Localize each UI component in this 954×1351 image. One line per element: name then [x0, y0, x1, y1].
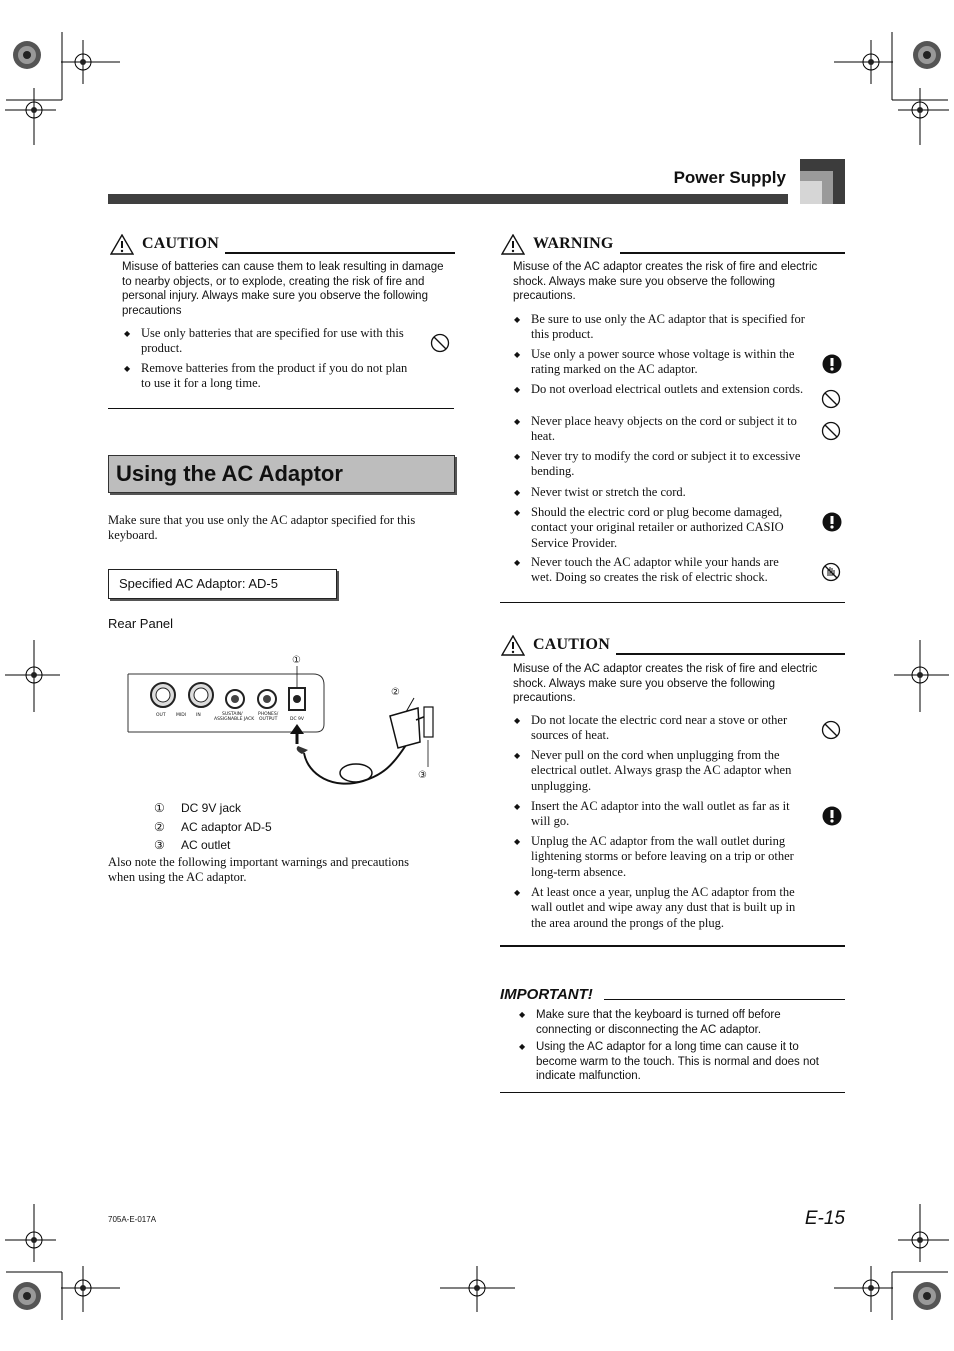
- body-paragraph: Also note the following important warnings and precautions when using the AC adaptor.: [108, 855, 409, 885]
- warning-label: WARNING: [533, 235, 614, 252]
- diagram-legend: [154, 799, 272, 855]
- rear-panel-diagram: [118, 650, 448, 800]
- legend-item: ② AC adaptor AD-5: [154, 819, 272, 834]
- prohibited-icon: [430, 333, 450, 353]
- midi-in-port-icon: [189, 683, 213, 707]
- svg-text:②: ②: [391, 687, 400, 698]
- svg-text:①: ①: [292, 655, 301, 666]
- divider: [500, 602, 845, 603]
- warning-triangle-icon: [501, 635, 525, 656]
- caution-label: CAUTION: [142, 235, 219, 252]
- prohibited-icon: [821, 720, 841, 740]
- list-item: ◆ Insert the AC adaptor into the wall outlet as far as it will go.: [514, 799, 790, 829]
- svg-text:OUTPUT: OUTPUT: [259, 717, 278, 722]
- section-title-box: [108, 455, 455, 493]
- list-item: ◆ Never place heavy objects on the cord or subject it to heat.: [514, 414, 797, 444]
- dc-jack-icon: [289, 688, 305, 710]
- prohibited-icon: [821, 421, 841, 441]
- svg-text:IN: IN: [196, 713, 201, 718]
- legend-item: ③ AC outlet: [154, 838, 231, 852]
- warning-triangle-icon: [501, 234, 525, 255]
- no-wet-hands-icon: [821, 562, 841, 582]
- list-item: ◆ Make sure that the keyboard is turned off before connecting or disconnecting the AC adaptor.: [519, 1009, 781, 1036]
- mandatory-action-icon: [822, 512, 842, 532]
- list-item: ◆ At least once a year, unplug the AC adaptor from the wall outlet and wipe away any dust that is built up in the area around the prongs of the plug.: [514, 885, 796, 930]
- page-section-title: Power Supply: [673, 168, 786, 187]
- mandatory-action-icon: [822, 806, 842, 826]
- section-title: Using the AC Adaptor: [116, 461, 343, 486]
- left-caution-intro: Misuse of batteries can cause them to leak resulting in damage to nearby objects, or to explode, creating the risk of fire and personal injury. Always make sure you observe the following precautions: [122, 261, 444, 317]
- header-tab-block: [800, 159, 845, 204]
- prohibited-icon: [821, 389, 841, 409]
- body-paragraph: Make sure that you use only the AC adaptor specified for this keyboard.: [108, 513, 416, 543]
- list-item: ◆ Using the AC adaptor for a long time can cause it to become warm to the touch. This is normal and does not indicate malfunction.: [519, 1041, 819, 1083]
- list-item: ◆ Use only batteries that are specified for use with this product.: [124, 326, 404, 356]
- svg-text:DC 9V: DC 9V: [290, 717, 304, 722]
- important-label: IMPORTANT!: [500, 986, 593, 1003]
- caution-label: CAUTION: [533, 636, 610, 653]
- svg-text:SUSTAIN/: SUSTAIN/: [222, 712, 243, 717]
- list-item: ◆ Do not locate the electric cord near a stove or other sources of heat.: [514, 713, 788, 743]
- phones-jack-icon: [258, 690, 276, 708]
- svg-text:OUT: OUT: [156, 713, 166, 718]
- svg-text:③: ③: [418, 770, 427, 781]
- svg-text:MIDI: MIDI: [176, 713, 187, 718]
- right-caution-heading: [501, 635, 845, 655]
- list-item: ◆ Should the electric cord or plug become damaged, contact your original retailer or authorized CASIO Service Provider.: [514, 505, 784, 550]
- warning-heading: [501, 234, 845, 254]
- divider: [500, 1092, 845, 1093]
- list-item: ◆ Never pull on the cord when unplugging from the electrical outlet. Always grasp the AC adaptor when unplugging.: [514, 748, 792, 793]
- list-item: ◆ Unplug the AC adaptor from the wall outlet during lightening storms or before leaving on a trip or other long-term absence.: [514, 834, 794, 879]
- midi-out-port-icon: [151, 683, 175, 707]
- svg-text:PHONES/: PHONES/: [258, 712, 279, 717]
- list-item: ◆ Remove batteries from the product if you do not plan to use it for a long time.: [124, 361, 408, 391]
- list-item: ◆ Never touch the AC adaptor while your hands are wet. Doing so creates the risk of electric shock.: [514, 555, 779, 585]
- list-item: ◆ Do not overload electrical outlets and extension cords.: [514, 382, 804, 396]
- rear-panel-label: Rear Panel: [108, 616, 174, 631]
- list-item: ◆ Use only a power source whose voltage is within the rating marked on the AC adaptor.: [514, 347, 795, 377]
- list-item: ◆ Be sure to use only the AC adaptor that is specified for this product.: [514, 312, 805, 342]
- document-code: 705A-E-017A: [108, 1215, 157, 1224]
- right-caution-intro: Misuse of the AC adaptor creates the risk of fire and electric shock. Always make sure you observe the following precautions.: [513, 663, 818, 705]
- header-bar: [108, 194, 788, 204]
- mandatory-action-icon: [822, 354, 842, 374]
- list-item: ◆ Never twist or stretch the cord.: [514, 485, 686, 499]
- legend-item: ① DC 9V jack: [154, 801, 242, 815]
- page-number: E-15: [804, 1208, 845, 1229]
- sustain-jack-icon: [226, 690, 244, 708]
- divider: [108, 408, 454, 409]
- important-rule: [604, 999, 845, 1000]
- warning-intro: Misuse of the AC adaptor creates the risk of fire and electric shock. Always make sure you observe the following precautions.: [513, 261, 818, 303]
- left-caution-heading: [110, 234, 455, 254]
- list-item: ◆ Never try to modify the cord or subject it to excessive bending.: [514, 449, 801, 479]
- warning-triangle-icon: [110, 234, 134, 255]
- divider: [500, 945, 845, 947]
- spec-box: Specified AC Adaptor: AD-5: [108, 569, 337, 599]
- svg-text:ASSIGNABLE JACK: ASSIGNABLE JACK: [214, 717, 255, 722]
